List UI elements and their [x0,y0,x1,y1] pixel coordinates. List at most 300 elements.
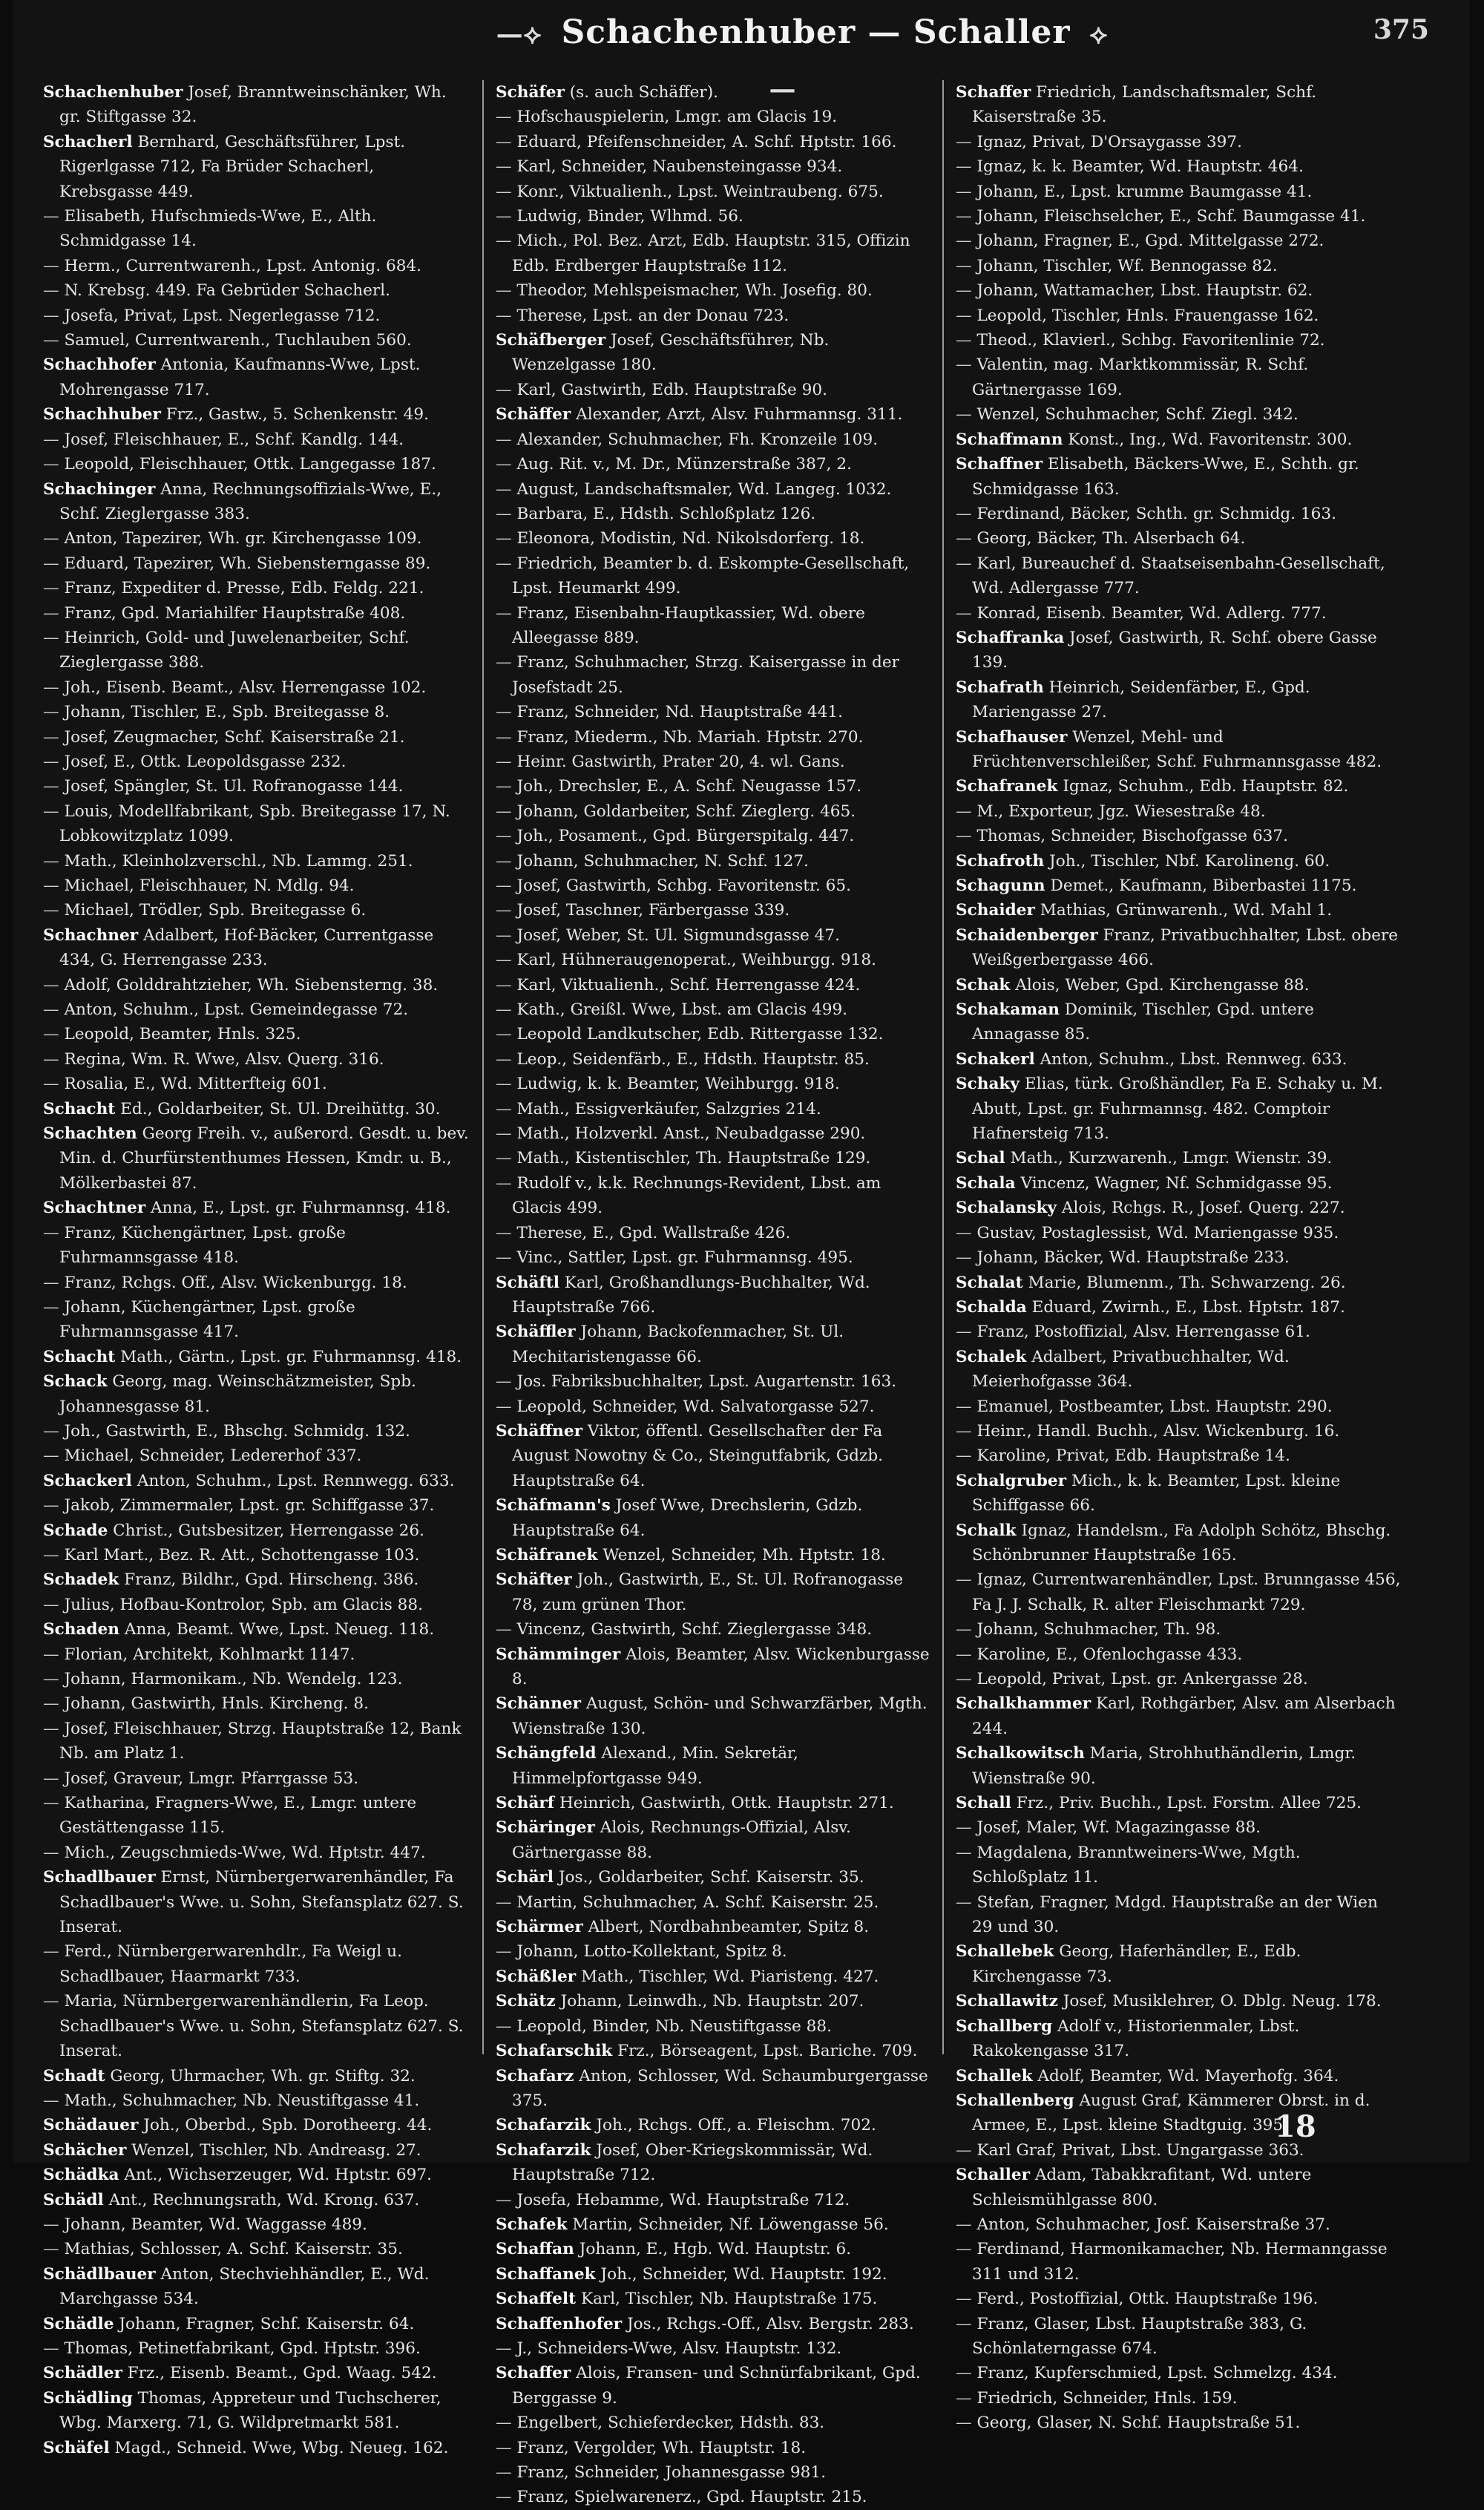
entry-surname: Schädler [43,2364,122,2383]
entry-dash: — [496,1223,512,1242]
entry-details: Theodor, Mehlspeismacher, Wh. Josefig. 80. [511,281,873,301]
entry-details: Eduard, Zwirnh., E., Lbst. Hptstr. 187. [1026,1297,1345,1317]
directory-entry [43,997,470,1022]
directory-entry [496,526,933,551]
directory-entry [496,2287,933,2311]
entry-details: Magdalena, Branntweiners-Wwe, Mgth. Schloßplatz 11. [971,1843,1301,1887]
directory-entry [956,204,1401,229]
directory-entry [43,2212,470,2237]
entry-details: Alois, Fransen- und Schnürfabrikant, Gpd. Berggasse 9. [512,2364,921,2408]
entry-details: Franz, Schneider, Johannesgasse 981. [511,2463,827,2482]
entry-dash: — [956,827,972,846]
entry-surname: Schalkowitsch [956,1744,1085,1763]
directory-entry [43,1518,470,1543]
entry-details: Leopold, Privat, Lpst. gr. Ankergasse 28. [971,1670,1308,1688]
entry-dash: — [496,182,512,201]
entry-dash: — [43,2215,59,2234]
directory-entry [496,2312,933,2336]
entry-dash: — [43,306,59,325]
directory-entry [43,2188,470,2212]
entry-dash: — [496,1248,512,1268]
directory-entry [496,1097,933,1121]
directory-entry [496,1989,933,2013]
entry-details: Ed., Goldarbeiter, St. Ul. Dreihüttg. 30. [115,1099,441,1118]
directory-entry [43,551,470,576]
entry-details: Martin, Schuhmacher, A. Schf. Kaiserstr. 25. [511,1893,879,1912]
directory-entry [956,898,1401,923]
entry-details: Adolf, Beamter, Wd. Mayerhofg. 364. [1032,2066,1339,2085]
directory-entry [43,601,470,626]
directory-entry [43,477,470,527]
entry-dash: — [956,1645,972,1664]
directory-entry [496,650,933,700]
entry-details: Ignaz, Privat, D'Orsaygasse 397. [971,132,1242,151]
entry-details: Math., Kleinholzverschl., Nb. Lammg. 251. [59,851,413,871]
entry-details: Martin, Schneider, Nf. Löwengasse 56. [567,2215,889,2234]
entry-details: Mich., Zeugschmieds-Wwe, Wd. Hptstr. 447. [59,1843,426,1862]
entry-dash: — [43,678,59,697]
entry-details: Heinr. Gastwirth, Prater 20, 4. wl. Gans. [511,752,845,771]
directory-entry [43,254,470,278]
directory-entry [956,1221,1401,1245]
entry-surname: Schäfter [496,1570,572,1590]
directory-entry [43,2113,470,2137]
entry-dash: — [956,256,972,275]
directory-entry [43,278,470,303]
entry-surname: Schallawitz [956,1992,1058,2011]
directory-entry [956,675,1401,725]
entry-details: Viktor, öffentl. Gesellschafter der Fa August Nowotny & Co., Steingutfabrik, Gdzb. Hauptstraße 64. [512,1421,884,1490]
directory-entry [956,2287,1401,2311]
entry-dash: — [43,1645,59,1664]
entry-details: Johann, Gastwirth, Hnls. Kircheng. 8. [59,1694,370,1714]
directory-entry [43,1221,470,1271]
directory-entry [956,1815,1401,1840]
directory-entry [43,1567,470,1592]
entry-details: Ant., Rechnungsrath, Wd. Krong. 637. [103,2190,420,2209]
directory-entry [956,2386,1401,2411]
directory-entry [956,923,1401,973]
entry-dash: — [43,628,59,647]
directory-entry [43,1369,470,1419]
directory-entry [43,427,470,452]
entry-dash: — [956,504,972,523]
directory-entry [496,1072,933,1096]
entry-details: Christ., Gutsbesitzer, Herrengasse 26. [108,1521,424,1540]
directory-entry [496,2336,933,2361]
directory-entry [496,1419,933,1493]
entry-details: Demet., Kaufmann, Biberbastei 1175. [1045,876,1357,895]
entry-surname: Schachenhuber [43,83,183,102]
entry-dash: — [496,1372,512,1392]
directory-entry [956,1939,1401,1989]
entry-dash: — [496,108,512,127]
entry-dash: — [496,1049,512,1069]
entry-dash: — [43,777,59,796]
directory-entry [496,2138,933,2188]
entry-dash: — [43,1297,59,1317]
directory-entry [956,2014,1401,2064]
directory-entry [956,502,1401,526]
directory-entry [496,1741,933,1791]
entry-details: Johann, Küchengärtner, Lpst. große Fuhrmannsgasse 417. [59,1297,355,1342]
entry-dash: — [496,232,512,251]
entry-details: Vincenz, Gastwirth, Schf. Zieglergasse 348. [511,1620,873,1639]
entry-details: Adam, Tabakkrafitant, Wd. untere Schleismühlgasse 800. [972,2166,1312,2209]
directory-entry [956,997,1401,1047]
directory-entry [43,1295,470,1345]
directory-entry [496,874,933,898]
entry-details: Therese, E., Gpd. Wallstraße 426. [511,1223,791,1242]
entry-dash: — [43,1223,59,1242]
directory-entry [496,1691,933,1741]
directory-entry [956,229,1401,253]
entry-details: Michael, Schneider, Ledererhof 337. [59,1446,362,1466]
entry-details: Thomas, Schneider, Bischofgasse 637. [971,827,1289,846]
directory-entry [496,1171,933,1221]
entry-details: Joh., Gastwirth, E., Bhschg. Schmidg. 132. [59,1421,410,1441]
entry-details: Anton, Schuhm., Lpst. Gemeindegasse 72. [59,1000,409,1020]
directory-entry [43,1717,470,1766]
entry-surname: Schafhauser [956,727,1068,747]
entry-details: Math., Gärtn., Lpst. gr. Fuhrmannsg. 418. [115,1347,462,1366]
directory-entry [43,700,470,724]
entry-details: Alois, Weber, Gpd. Kirchengasse 88. [1010,975,1310,995]
entry-dash: — [956,554,972,573]
directory-entry [496,1791,933,1815]
directory-entry [496,551,933,601]
entry-details: Wenzel, Tischler, Nb. Andreasg. 27. [126,2140,421,2160]
entry-details: Ferdinand, Harmonikamacher, Nb. Hermanngasse 311 und 312. [971,2240,1388,2284]
entry-dash: — [496,802,512,821]
directory-entry [43,725,470,750]
entry-surname: Schädauer [43,2116,139,2135]
entry-surname: Schädl [43,2190,104,2209]
directory-entry [43,1766,470,1791]
entry-details: Joh., Schneider, Wd. Hauptstr. 192. [595,2264,887,2284]
directory-entry [43,626,470,675]
entry-details: Maria, Nürnbergerwarenhändlerin, Fa Leop. Schadlbauer's Wwe. u. Sohn, Stefansplatz 627. S. Inserat. [59,1992,464,2061]
directory-entry [43,2262,470,2312]
entry-details: Michael, Fleischhauer, N. Mdlg. 94. [59,876,355,895]
entry-details: Ignaz, Currentwarenhändler, Lpst. Brunngasse 456, Fa J. J. Schalk, R. alter Fleischmarkt 729. [971,1570,1401,1614]
entry-details: Ant., Wichserzeuger, Wd. Hptstr. 697. [119,2166,432,2185]
entry-surname: Schaden [43,1620,119,1639]
entry-dash: — [43,603,59,623]
entry-details: Karl Mart., Bez. R. Att., Schottengasse 103. [59,1545,420,1564]
entry-dash: — [956,1223,972,1242]
entry-details: Konrad, Eisenb. Beamter, Wd. Adlerg. 777. [971,603,1327,623]
entry-surname: Schaller [956,2166,1030,2185]
entry-details: Stefan, Fragner, Mdgd. Hauptstraße an der Wien 29 und 30. [971,1893,1378,1937]
entry-dash: — [496,281,512,301]
directory-entry [43,973,470,997]
entry-details: Vincenz, Wagner, Nf. Schmidgasse 95. [1015,1173,1333,1193]
directory-entry [956,2138,1401,2163]
entry-dash: — [496,727,512,747]
entry-details: Florian, Architekt, Kohlmarkt 1147. [59,1645,355,1664]
entry-surname: Schafek [496,2215,568,2234]
directory-entry [496,750,933,774]
entry-dash: — [496,306,512,325]
directory-entry [956,1345,1401,1395]
entry-dash: — [956,182,972,201]
entry-dash: — [956,331,972,350]
entry-surname: Schätz [496,1992,556,2011]
entry-details: Georg, Haferhändler, E., Edb. Kirchengasse 73. [972,1942,1301,1986]
directory-entry [43,2312,470,2336]
entry-dash: — [43,455,59,474]
entry-dash: — [496,2016,512,2036]
directory-entry [43,799,470,849]
entry-surname: Schafarzik [496,2116,591,2135]
entry-details: Joh., Tischler, Nbf. Karolineng. 60. [1044,851,1330,871]
entry-dash: — [956,1843,972,1862]
entry-details: Ferd., Postoffizial, Ottk. Hauptstraße 196. [971,2290,1319,2309]
directory-entry [43,2436,470,2460]
entry-details: Johann, Goldarbeiter, Schf. Zieglerg. 465. [511,802,856,821]
entry-details: Eleonora, Modistin, Nd. Nikolsdorferg. 18. [511,529,865,548]
entry-details: (s. auch Schäffer). [564,83,718,102]
entry-details: Franz, Glaser, Lbst. Hauptstraße 383, G. Schönlaterngasse 674. [971,2314,1307,2358]
entry-surname: Schakaman [956,1000,1060,1020]
entry-dash: — [496,1149,512,1168]
entry-dash: — [43,2240,59,2259]
directory-entry [43,130,470,204]
entry-details: Aug. Rit. v., M. Dr., Münzerstraße 387, 2. [511,455,852,474]
entry-dash: — [496,653,512,672]
entry-dash: — [496,455,512,474]
entry-details: Math., Schuhmacher, Nb. Neustiftgasse 41. [59,2091,420,2110]
entry-dash: — [956,306,972,325]
entry-surname: Schaffenhofer [496,2314,623,2333]
entry-dash: — [956,1893,972,1912]
entry-details: Georg, Glaser, N. Schf. Hauptstraße 51. [971,2414,1301,2433]
entry-dash: — [956,232,972,251]
entry-dash: — [496,2414,512,2433]
entry-details: Frz., Priv. Buchh., Lpst. Forstm. Allee 725. [1011,1794,1362,1813]
entry-details: J., Schneiders-Wwe, Alsv. Hauptstr. 132. [511,2339,842,2358]
entry-dash: — [496,380,512,399]
entry-dash: — [43,1421,59,1441]
entry-details: Math., Essigverkäufer, Salzgries 214. [511,1099,821,1118]
entry-surname: Schädle [43,2314,114,2333]
directory-entry [43,452,470,476]
directory-entry [956,1791,1401,1815]
entry-surname: Schallenberg [956,2091,1074,2110]
entry-dash: — [496,1124,512,1144]
directory-entry [496,2411,933,2435]
entry-surname: Schafarz [496,2066,574,2085]
entry-dash: — [496,1173,512,1193]
entry-dash: — [956,2215,972,2234]
entry-surname: Schäfer [496,83,565,102]
directory-entry [956,1890,1401,1940]
entry-dash: — [496,2488,512,2507]
entry-dash: — [43,1769,59,1788]
entry-details: Adolf v., Historienmaler, Lbst. Rakokengasse 317. [972,2016,1300,2061]
entry-details: Ludwig, k. k. Beamter, Weihburgg. 918. [511,1075,840,1094]
directory-entry [496,278,933,303]
entry-surname: Schäfmann's [496,1496,611,1515]
entry-details: Dominik, Tischler, Gpd. untere Annagasse 85. [972,1000,1314,1044]
entry-dash: — [43,1992,59,2011]
entry-details: Gustav, Postaglessist, Wd. Mariengasse 935. [971,1223,1339,1242]
directory-entry [43,2163,470,2187]
directory-entry [496,204,933,229]
directory-entry [956,1617,1401,1642]
directory-entry [496,105,933,129]
entry-details: Ignaz, Handelsm., Fa Adolph Schötz, Bhschg. Schönbrunner Hauptstraße 165. [972,1521,1391,1564]
entry-dash: — [43,1273,59,1292]
entry-details: Konr., Viktualienh., Lpst. Weintraubeng. 675. [511,182,884,201]
entry-details: Joh., Posament., Gpd. Bürgerspitalg. 447. [511,827,855,846]
entry-details: Franz, Postoffizial, Alsv. Herrengasse 61. [971,1323,1310,1342]
directory-entry [956,1989,1401,2013]
entry-details: Karl, Rothgärber, Alsv. am Alserbach 244. [972,1694,1396,1738]
entry-surname: Schalkhammer [956,1694,1091,1714]
entry-details: Johann, E., Lpst. krumme Baumgasse 41. [971,182,1313,201]
entry-surname: Schaider [956,901,1035,920]
entry-details: Georg, mag. Weinschätzmeister, Spb. Johannesgasse 81. [59,1372,416,1416]
entry-details: Frz., Börseagent, Lpst. Bariche. 709. [612,2042,918,2061]
entry-details: Anton, Schuhmacher, Josf. Kaiserstraße 37. [971,2215,1330,2234]
entry-dash: — [956,157,972,177]
directory-entry [496,1815,933,1865]
directory-entry [496,1022,933,1046]
entry-surname: Schaidenberger [956,925,1098,945]
entry-details: Marie, Blumenm., Th. Schwarzeng. 26. [1022,1273,1346,1292]
directory-entry [956,304,1401,328]
directory-entry [43,353,470,402]
entry-details: Heinrich, Gastwirth, Ottk. Hauptstr. 271. [554,1794,894,1813]
directory-entry [43,80,470,130]
entry-surname: Schackerl [43,1471,132,1490]
directory-entry [956,849,1401,874]
entry-surname: Schaffmann [956,430,1063,449]
entry-surname: Schadlbauer [43,1868,156,1887]
entry-details: Karoline, Privat, Edb. Hauptstraße 14. [971,1446,1290,1466]
entry-details: Josef, Maler, Wf. Magazingasse 88. [971,1818,1261,1838]
entry-dash: — [956,1570,972,1590]
entry-surname: Schädka [43,2166,119,2185]
entry-surname: Schämminger [496,1645,621,1664]
entry-dash: — [43,1670,59,1688]
entry-surname: Schäffner [496,1421,582,1441]
directory-entry [956,1196,1401,1220]
entry-surname: Schaky [956,1075,1020,1094]
entry-details: Albert, Nordbahnbeamter, Spitz 8. [582,1918,870,1937]
directory-entry [496,898,933,923]
directory-entry [43,1047,470,1072]
entry-details: Ludwig, Binder, Wlhmd. 56. [511,207,743,226]
entry-dash: — [496,157,512,177]
entry-details: Ferdinand, Bäcker, Schth. gr. Schmidg. 163. [971,504,1336,523]
entry-details: Louis, Modellfabrikant, Spb. Breitegasse 17, N. Lobkowitzplatz 1099. [59,802,450,846]
directory-entry [43,1121,470,1196]
entry-details: Georg, Bäcker, Th. Alserbach 64. [971,529,1246,548]
entry-surname: Schafarzik [496,2140,591,2160]
directory-entry [956,452,1401,502]
entry-details: Josef, Fleischhauer, Strzg. Hauptstraße 12, Bank Nb. am Platz 1. [59,1719,462,1763]
directory-entry [43,1444,470,1468]
entry-details: Johann, Backofenmacher, St. Ul. Mechitaristengasse 66. [512,1323,844,1366]
entry-surname: Schal [956,1149,1005,1168]
directory-entry [956,180,1401,204]
directory-entry [43,675,470,700]
entry-details: Math., Kurzwarenh., Lmgr. Wienstr. 39. [1005,1149,1333,1168]
directory-entry [43,874,470,898]
directory-entry [496,1320,933,1369]
entry-surname: Schäfberger [496,331,606,350]
entry-details: Josef, Geschäftsführer, Nb. Wenzelgasse 180. [512,331,830,375]
entry-surname: Schachten [43,1124,137,1144]
entry-details: Anna, E., Lpst. gr. Fuhrmannsg. 418. [145,1199,451,1218]
entry-details: Heinrich, Gold- und Juwelenarbeiter, Schf. Zieglergasse 388. [59,628,410,672]
entry-dash: — [956,1818,972,1838]
directory-entry [496,774,933,799]
entry-details: Anna, Beamt. Wwe, Lpst. Neueg. 118. [119,1620,435,1639]
entry-surname: Schäfel [43,2438,110,2457]
entry-surname: Schänner [496,1694,581,1714]
directory-entry [956,1245,1401,1270]
entry-details: Josef, Weber, St. Ul. Sigmundsgasse 47. [511,925,841,945]
directory-entry [956,626,1401,675]
entry-details: Elias, türk. Großhändler, Fa E. Schaky u. M. Abutt, Lpst. gr. Fuhrmannsg. 482. Comptoir Hafnersteig 713. [972,1075,1383,1144]
entry-details: Elisabeth, Bäckers-Wwe, E., Schth. gr. Schmidgasse 163. [972,455,1359,499]
entry-details: Jos., Goldarbeiter, Schf. Kaiserstr. 35. [554,1868,864,1887]
directory-entry [956,254,1401,278]
directory-entry [956,1419,1401,1444]
entry-details: Elisabeth, Hufschmieds-Wwe, E., Alth. Schmidgasse 14. [59,207,377,251]
entry-details: Mich., Pol. Bez. Arzt, Edb. Hauptstr. 315, Offizin Edb. Erdberger Hauptstraße 112. [511,232,910,275]
entry-details: Alois, Beamter, Alsv. Wickenburgasse 8. [512,1645,930,1688]
column-1 [43,80,470,2457]
directory-entry [496,452,933,476]
entry-details: Hofschauspielerin, Lmgr. am Glacis 19. [511,108,838,127]
entry-details: Joh., Drechsler, E., A. Schf. Neugasse 157. [511,777,862,796]
entry-dash: — [43,1942,59,1962]
column-divider-2 [942,80,944,2054]
entry-surname: Schallebek [956,1942,1054,1962]
entry-dash: — [496,504,512,523]
entry-surname: Schaffelt [496,2290,577,2309]
entry-surname: Schak [956,975,1011,995]
directory-entry [496,973,933,997]
entry-dash: — [956,207,972,226]
entry-details: Konst., Ing., Wd. Favoritenstr. 300. [1063,430,1353,449]
entry-details: Josef, Spängler, St. Ul. Rofranogasse 144. [59,777,404,796]
entry-dash: — [496,1893,512,1912]
entry-surname: Schacht [43,1347,116,1366]
entry-details: August, Schön- und Schwarzfärber, Mgth. Wienstraße 130. [512,1694,928,1738]
entry-surname: Schädlbauer [43,2264,156,2284]
directory-entry [43,2361,470,2385]
directory-entry [43,576,470,600]
entry-details: Mathias, Grünwarenh., Wd. Mahl 1. [1034,901,1333,920]
directory-entry [496,328,933,378]
directory-entry [43,2336,470,2361]
entry-details: Johann, Tischler, E., Spb. Breitegasse 8. [59,703,390,722]
directory-entry [496,824,933,848]
entry-details: Johann, Beamter, Wd. Waggasse 489. [59,2215,367,2234]
entry-details: Karl, Bureauchef d. Staatseisenbahn-Gesellschaft, Wd. Adlergasse 777. [971,554,1385,598]
entry-dash: — [43,281,59,301]
entry-dash: — [496,1075,512,1094]
entry-surname: Schalda [956,1297,1027,1317]
entry-details: Franz, Expediter d. Presse, Edb. Feldg. 221. [59,579,424,598]
entry-details: Anton, Schuhm., Lbst. Rennweg. 633. [1034,1049,1347,1069]
